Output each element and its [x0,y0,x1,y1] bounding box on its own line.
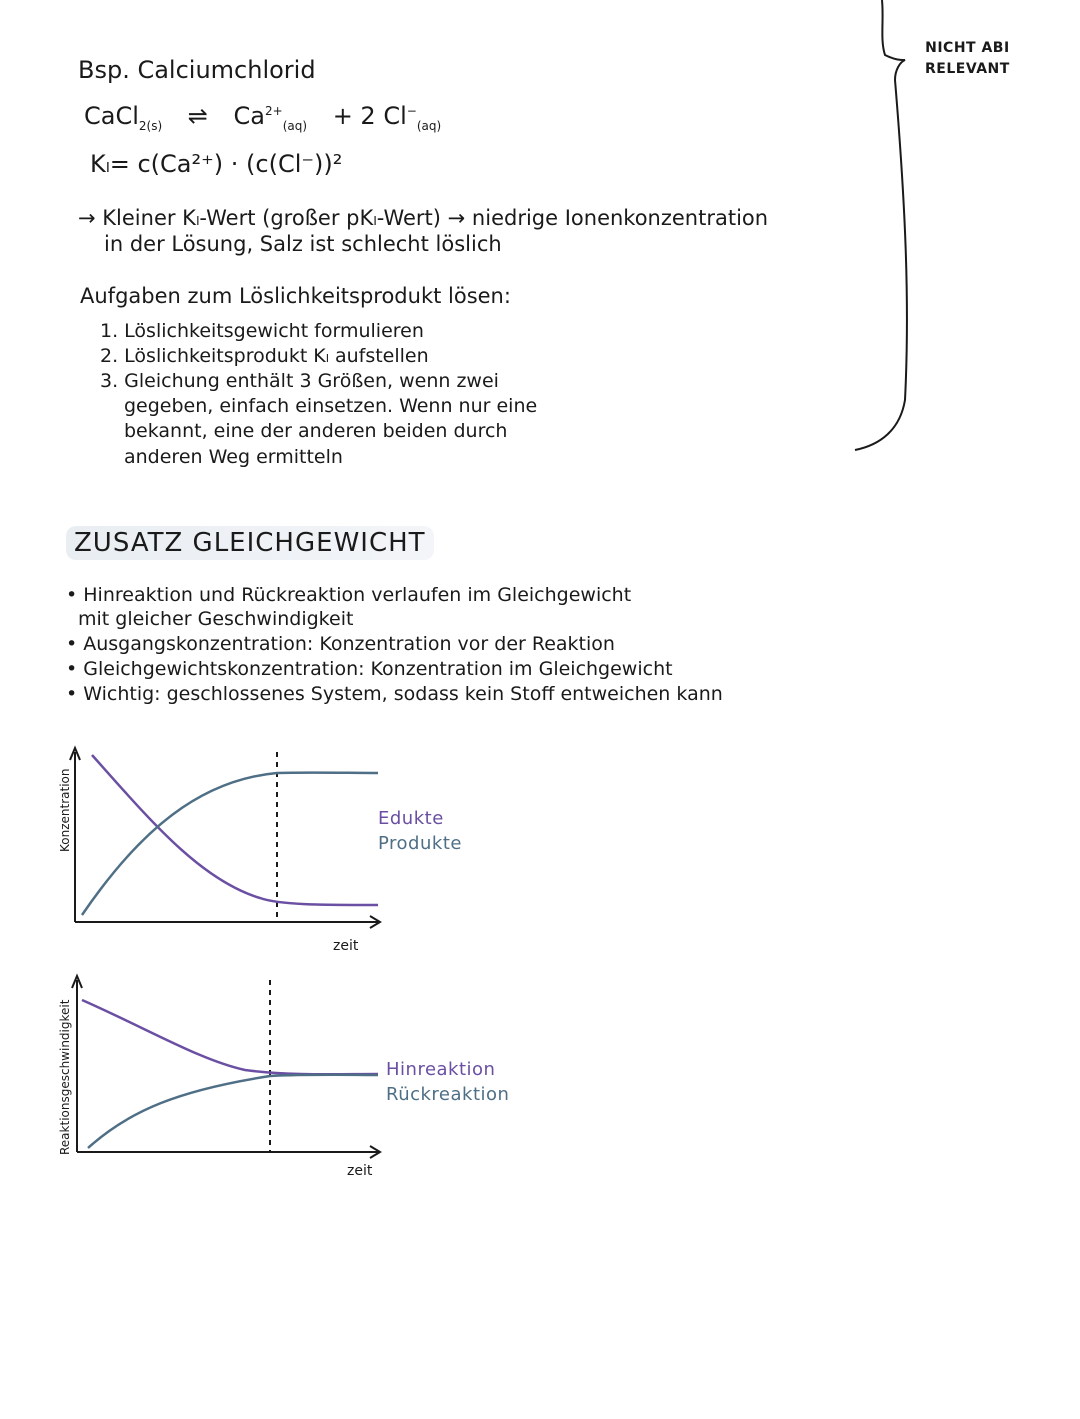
chart-reaction-rate [72,976,380,1158]
task-item-3-cont3: anderen Weg ermitteln [124,446,343,468]
chart-concentration [70,748,380,928]
task-item-1: 1. Löslichkeitsgewicht formulieren [100,320,424,342]
side-note-line1: NICHT ABI [925,40,1010,56]
task-item-3-cont2: bekannt, eine der anderen beiden durch [124,420,508,442]
side-note [925,38,1010,80]
side-note-line2: RELEVANT [925,61,1010,77]
chart1-legend-produkte: Produkte [378,833,462,854]
chart1-xlabel: zeit [333,938,359,954]
task-item-3: 3. Gleichung enthält 3 Größen, wenn zwei [100,370,499,392]
bullet-1-cont: mit gleicher Geschwindigkeit [78,608,354,630]
series-edukte-line [92,755,378,905]
eq-ca-sup: 2+ [265,104,283,118]
example-title: Bsp. Calciumchlorid [78,56,316,84]
section-heading: ZUSATZ GLEICHGEWICHT [66,526,434,560]
chart2-ylabel: Reaktionsgeschwindigkeit [58,999,72,1155]
task-item-2: 2. Löslichkeitsprodukt Kₗ aufstellen [100,345,429,367]
curly-bracket [855,0,907,450]
eq-arrow: ⇌ [187,102,208,130]
chart2-legend-rueckreaktion: Rückreaktion [386,1084,510,1105]
chart1-legend-edukte: Edukte [378,808,444,829]
series-hinreaktion-line [82,1000,378,1074]
bullet-2: • Ausgangskonzentration: Konzentration vor der Reaktion [66,633,615,655]
eq-left: CaCl [84,102,139,130]
tasks-heading: Aufgaben zum Löslichkeitsprodukt lösen: [80,284,511,308]
chart2-legend-hinreaktion: Hinreaktion [386,1059,496,1080]
eq-cl-sup: − [406,104,417,118]
example-note-line1: → Kleiner Kₗ-Wert (großer pKₗ-Wert) → niedrige Ionenkonzentration [78,206,769,230]
bullet-4: • Wichtig: geschlossenes System, sodass kein Stoff entweichen kann [66,683,723,705]
eq-ca: Ca [233,102,265,130]
reaction-equation [84,102,441,133]
example-note-line2: in der Lösung, Salz ist schlecht löslich [104,232,502,256]
chart2-xlabel: zeit [347,1163,373,1179]
eq-plus-cl: + 2 Cl [332,102,407,130]
task-item-3-cont1: gegeben, einfach einsetzen. Wenn nur eine [124,395,538,417]
chart1-ylabel: Konzentration [58,768,72,852]
eq-cl-sub: (aq) [416,118,442,133]
kl-formula: Kₗ= c(Ca²⁺) · (c(Cl⁻))² [90,150,343,178]
bullet-1: • Hinreaktion und Rückreaktion verlaufen im Gleichgewicht [66,584,632,606]
eq-left-sub: 2(s) [138,118,163,133]
bullet-3: • Gleichgewichtskonzentration: Konzentration im Gleichgewicht [66,658,673,680]
eq-ca-sub: (aq) [282,118,308,133]
series-rueckreaktion-line [88,1075,378,1148]
